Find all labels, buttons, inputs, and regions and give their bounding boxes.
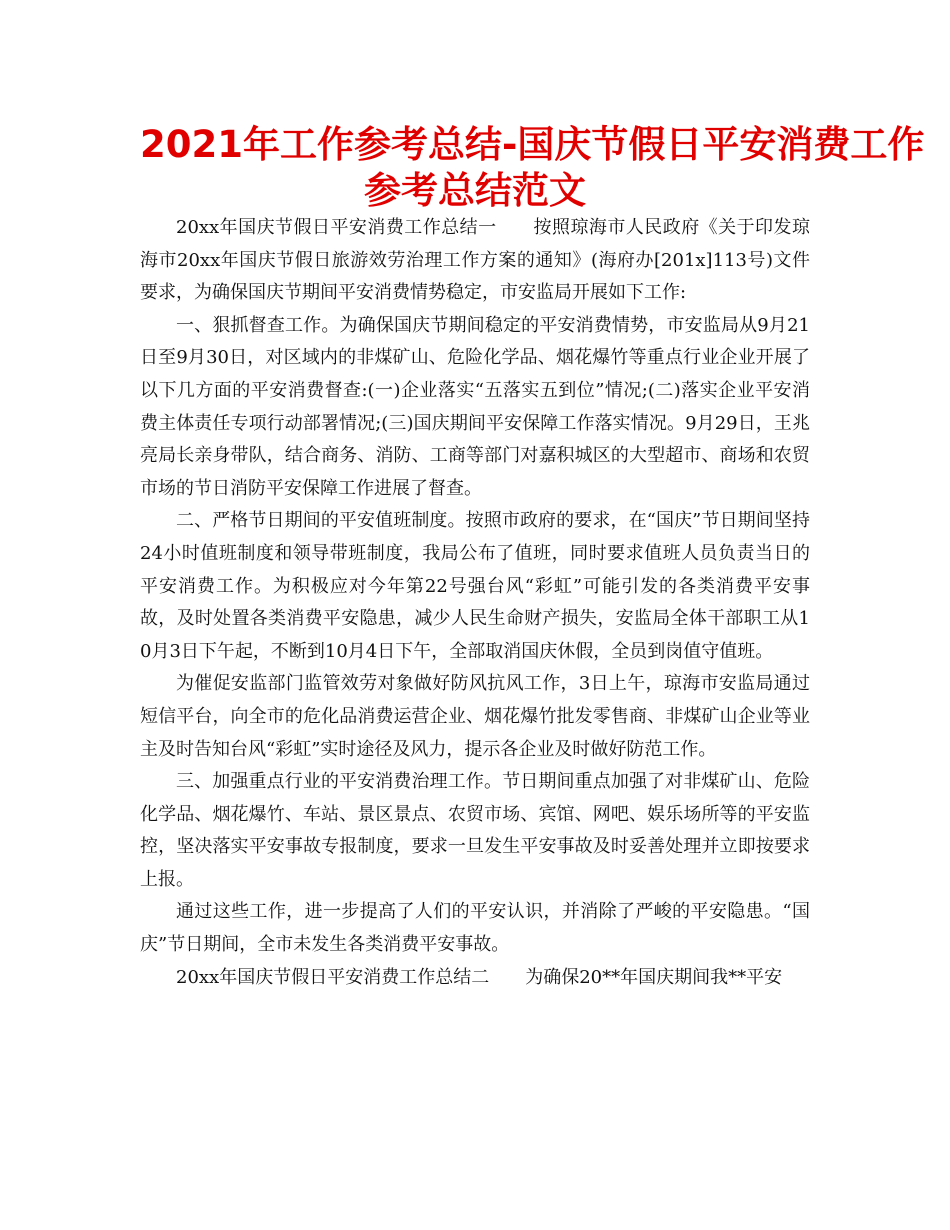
document-title-line-2: 参考总结范文 bbox=[364, 169, 586, 212]
paragraph: 三、加强重点行业的平安消费治理工作。节日期间重点加强了对非煤矿山、危险化学品、烟花爆竹、车站、景区景点、农贸市场、宾馆、网吧、娱乐场所等的平安监控，坚决落实平安事故专报制度，要求一旦发生平安事故及时妥善处理并立即按要求上报。 bbox=[140, 771, 810, 890]
paragraph: 20xx年国庆节假日平安消费工作总结二 为确保20**年国庆期间我**平安 bbox=[176, 966, 783, 988]
paragraph: 一、狠抓督查工作。为确保国庆节期间稳定的平安消费情势，市安监局从9月21日至9月30日，对区域内的非煤矿山、危险化学品、烟花爆竹等重点行业企业开展了以下几方面的平安消费督查:(一)企业落实“五落实五到位”情况;(二)落实企业平安消费主体责任专项行动部署情况;(三)国庆期间平安保障工作落实情况。9月29日，王兆亮局长亲身带队，结合商务、消防、工商等部门对嘉积城区的大型超市、商场和农贸市场的节日消防平安保障工作进展了督查。 bbox=[140, 314, 810, 499]
paragraph: 20xx年国庆节假日平安消费工作总结一 按照琼海市人民政府《关于印发琼海市20xx年国庆节假日旅游效劳治理工作方案的通知》(海府办[201x]113号)文件要求，为确保国庆节期间平安消费情势稳定，市安监局开展如下工作: bbox=[140, 217, 810, 304]
paragraph: 二、严格节日期间的平安值班制度。按照市政府的要求，在“国庆”节日期间坚持24小时值班制度和领导带班制度，我局公布了值班，同时要求值班人员负责当日的平安消费工作。为积极应对今年第22号强台风“彩虹”可能引发的各类消费平安事故，及时处置各类消费平安隐患，减少人民生命财产损失，安监局全体干部职工从10月3日下午起，不断到10月4日下午，全部取消国庆休假，全员到岗值守值班。 bbox=[140, 510, 810, 662]
document-title-line-1: 2021年工作参考总结-国庆节假日平安消费工作 bbox=[140, 123, 925, 166]
paragraph: 通过这些工作，进一步提高了人们的平安认识，并消除了严峻的平安隐患。“国庆”节日期间，全市未发生各类消费平安事故。 bbox=[140, 901, 810, 956]
document-body bbox=[140, 212, 810, 994]
paragraph: 为催促安监部门监管效劳对象做好防风抗风工作，3日上午，琼海市安监局通过短信平台，向全市的危化品消费运营企业、烟花爆竹批发零售商、非煤矿山企业等业主及时告知台风“彩虹”实时途径及风力，提示各企业及时做好防范工作。 bbox=[140, 673, 810, 760]
